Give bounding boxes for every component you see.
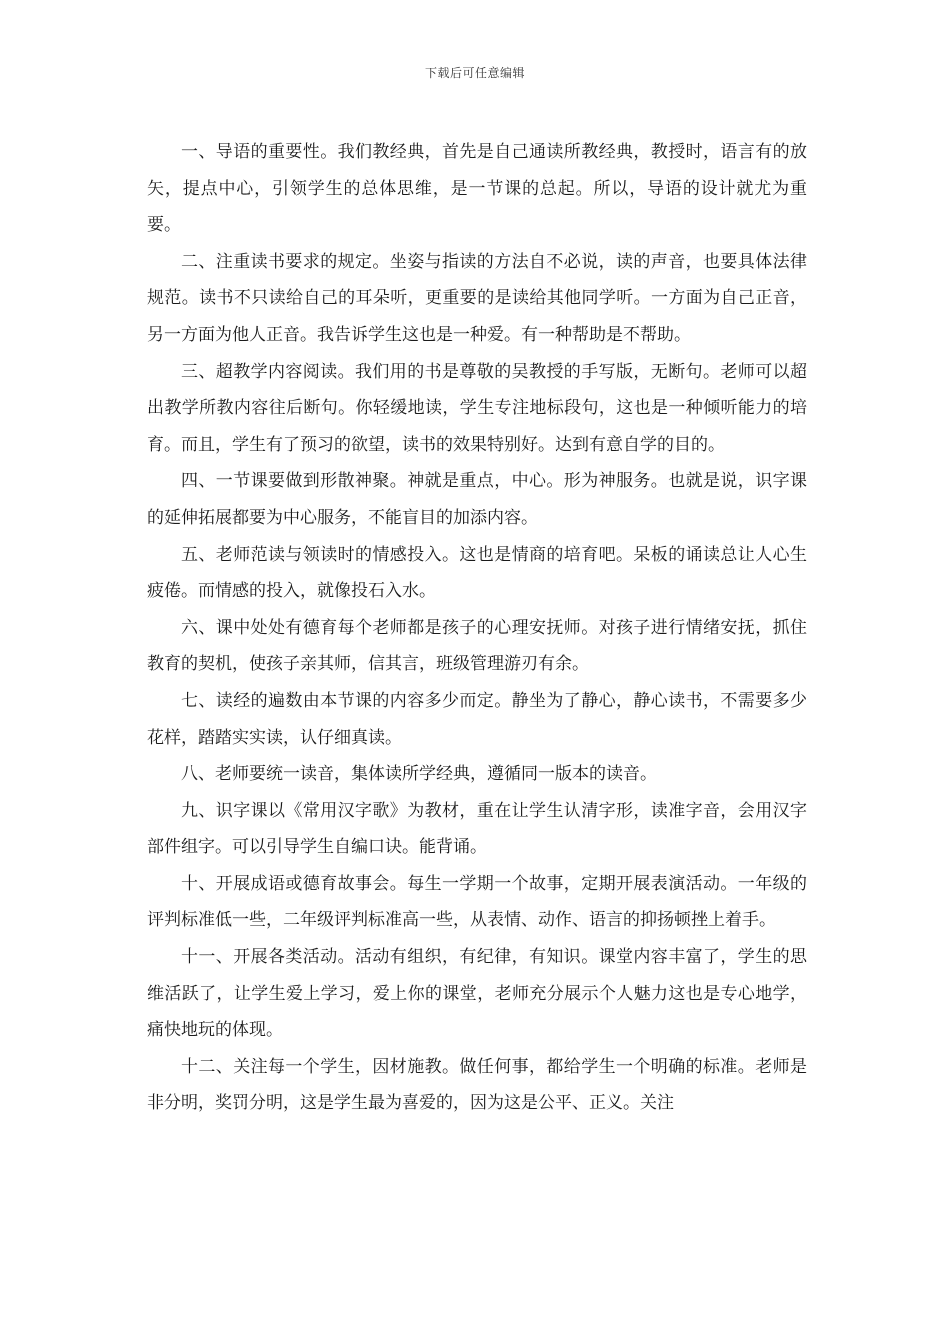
paragraph-3: 三、超教学内容阅读。我们用的书是尊敬的吴教授的手写版，无断句。老师可以超出教学所教内容往后断句。你轻缓地读，学生专注地标段句，这也是一种倾听能力的培育。而且，学生有了预习的欲望，读书的效果特别好。达到有意自学的目的。 xyxy=(147,361,807,455)
paragraph-4: 四、一节课要做到形散神聚。神就是重点，中心。形为神服务。也就是说，识字课的延伸拓展都要为中心服务，不能盲目的加添内容。 xyxy=(147,471,807,528)
paragraph-5: 五、老师范读与领读时的情感投入。这也是情商的培育吧。呆板的诵读总让人心生疲倦。而情感的投入，就像投石入水。 xyxy=(147,544,807,602)
paragraph-12: 十二、关注每一个学生，因材施教。做任何事，都给学生一个明确的标准。老师是非分明，奖罚分明，这是学生最为喜爱的，因为这是公平、正义。关注 xyxy=(147,1056,807,1114)
paragraph-1: 一、导语的重要性。我们教经典，首先是自己通读所教经典，教授时，语言有的放矢，提点中心，引领学生的总体思维，是一节课的总起。所以，导语的设计就尤为重要。 xyxy=(147,142,807,236)
paragraph-9: 九、识字课以《常用汉字歌》为教材，重在让学生认清字形，读准字音，会用汉字部件组字。可以引导学生自编口诀。能背诵。 xyxy=(147,800,807,858)
paragraph-11: 十一、开展各类活动。活动有组织，有纪律，有知识。课堂内容丰富了，学生的思维活跃了，让学生爱上学习，爱上你的课堂，老师充分展示个人魅力这也是专心地学，痛快地玩的体现。 xyxy=(147,947,807,1041)
paragraph-2: 二、注重读书要求的规定。坐姿与指读的方法自不必说，读的声音，也要具体法律规范。读书不只读给自己的耳朵听，更重要的是读给其他同学听。一方面为自己正音，另一方面为他人正音。我告诉学生这也是一种爱。有一种帮助是不帮助。 xyxy=(147,251,807,345)
paragraph-6: 六、课中处处有德育每个老师都是孩子的心理安抚师。对孩子进行情绪安抚，抓住教育的契机，使孩子亲其师，信其言，班级管理游刃有余。 xyxy=(147,617,807,675)
document-body xyxy=(147,134,807,1122)
paragraph-7: 七、读经的遍数由本节课的内容多少而定。静坐为了静心，静心读书，不需要多少花样，踏踏实实读，认仔细真读。 xyxy=(147,690,807,748)
page-header: 下载后可任意编辑 xyxy=(424,66,525,80)
paragraph-10: 十、开展成语或德育故事会。每生一学期一个故事，定期开展表演活动。一年级的评判标准低一些，二年级评判标准高一些，从表情、动作、语言的抑扬顿挫上着手。 xyxy=(147,873,807,931)
paragraph-8: 八、老师要统一读音，集体读所学经典，遵循同一版本的读音。 xyxy=(181,764,657,785)
